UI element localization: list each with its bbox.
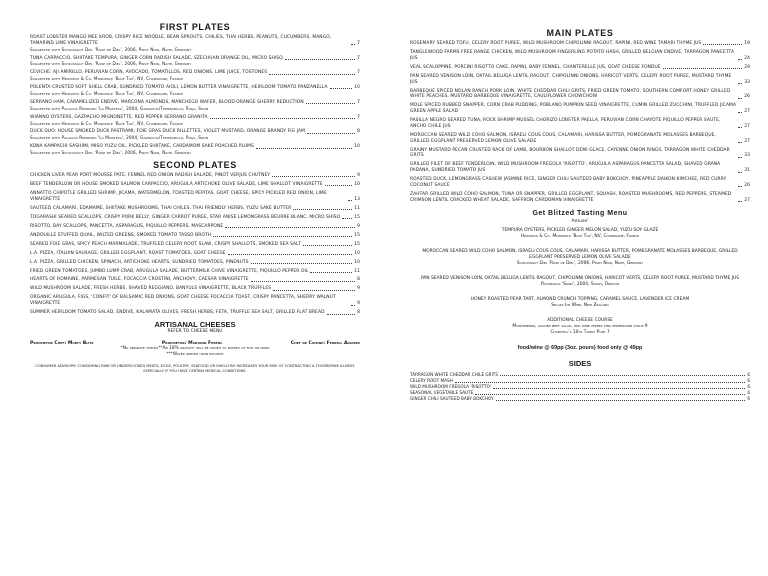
- menu-item-price: 9: [357, 301, 360, 307]
- menu-item: [30, 251, 360, 257]
- dot-leader: [738, 186, 742, 187]
- first-plates-list: [30, 35, 360, 156]
- course-dish: HONEY ROASTED PEAR TART, ALMOND CRUNCH TOPPING, CARAMEL SAUCE, LAVENDER ICE CREAM: [470, 296, 690, 302]
- menu-item-price: 7: [357, 114, 360, 120]
- dot-leader: [325, 185, 352, 186]
- left-column: [30, 22, 360, 374]
- amuse-label: Amuse': [571, 218, 589, 224]
- menu-item: [30, 191, 360, 203]
- tasting-price: food/wine @ 69pp (3oz. pours) food only @ 49pp: [517, 344, 643, 351]
- wine-suggestion: Suggested with Heidsieck & Co. Monopole 'Blue Top', NV, Champagne, France: [30, 76, 184, 82]
- menu-item: [410, 162, 750, 174]
- menu-item: [30, 242, 360, 248]
- side-name: GINGER CHILI SAUTEED BABY BOKCHOY: [410, 396, 494, 402]
- course-wine: Heidsieck & Co. Monopole 'Blue Top', NV, Champagne, France: [520, 233, 640, 239]
- menu-item-name: POLENTA CRUSTED SOFT SHELL CRAB, SUNDRIED TOMATO AIOLI, LEMON BUTTER VINAIGRETTE, HEIRLOOM TOMATO PANZANELLA: [30, 85, 328, 91]
- dot-leader: [493, 388, 745, 389]
- menu-item-price: 11: [354, 205, 360, 211]
- menu-item-line: [410, 65, 750, 71]
- menu-item-price: 26: [744, 183, 750, 189]
- menu-item: [30, 277, 360, 283]
- side-item: [410, 396, 750, 402]
- menu-item-name: PASILLA NEGRO SEARED TUNA, ROCK SHRIMP MUSSEL CHORIZO LOBSTER PAELLA, PERUVIAN CORN CHAYOTE PIQUILLO PEPPER SAUTE, ANCHO CHILE JUS: [410, 118, 721, 129]
- menu-item-price: 15: [354, 232, 360, 238]
- main-plates-title: MAIN PLATES: [546, 28, 614, 38]
- menu-item-name: L.A. PIZZA, ITALIAN SAUSAGE, GRILLED EGGPLANT, ROAST TOMATOES, GOAT CHEESE: [30, 250, 226, 256]
- menu-item-price: 8: [357, 310, 360, 316]
- menu-item-name: WILD MUSHROOM SALADE, FRESH HERBS, SHAVED REGGIANO, BANYULS VINAIGRETTE, BLACK TRUFFLES: [30, 286, 272, 292]
- menu-item: [410, 118, 750, 130]
- menu-item-name: SAUTEED CALAMARI, EDAMAME, SHIITAKE MUSHROOMS, THAI CHILES, THAI FRIENDLY HERBS, YUZU SAKE BUTTER: [30, 205, 292, 211]
- menu-item: [410, 89, 750, 101]
- menu-item-price: 13: [354, 196, 360, 202]
- menu-item-name: GRILLED FILET OF BEEF TENDERLOIN, WILD MUSHROOM FREGOLA 'RISOTTO', ARUGULA ASPARAGUS PANCETTA SALAD, SHAVED GRANA PADANA, SUNDRIED TOMATO JUS: [410, 162, 721, 174]
- menu-item: [30, 35, 360, 52]
- menu-item-price: 10: [354, 144, 360, 150]
- main-plates-list: [410, 41, 750, 204]
- menu-item-name: WIANNO OYSTERS, GAZPACHO MIGNONETTE, RED PEPPER SERRANO GRANITA: [30, 114, 208, 120]
- dot-leader: [307, 133, 355, 134]
- dot-leader: [738, 59, 742, 60]
- dot-leader: [327, 314, 355, 315]
- menu-item-name: DUCK DUO: HOUSE SMOKED DUCK PASTRAMI; FOIE GRAS DUCK RILLETTES, VIOLET MUSTARD, ORANGE BRANDY FIG JAM: [30, 129, 305, 135]
- menu-item-name: CEVICHE: AJI AMIRILLO, PERUVIAN CORN, AVOCADO, TOMATILLOS, RED ONIONS, LIME JUICE, TOSTONES: [30, 70, 268, 76]
- menu-item-line: [410, 74, 750, 86]
- wine-suggestion: Suggested with Palacios Remondo 'La Montesa', 2004, Garnacha/Tempranillo, Rioja, Spain: [30, 105, 209, 111]
- tasting-course: [410, 249, 750, 267]
- menu-item: [410, 41, 750, 47]
- side-name: TARRAGON WHITE CHEDDAR CHILE GRITS: [410, 371, 499, 377]
- menu-item: [410, 74, 750, 86]
- menu-item-line: [30, 191, 360, 203]
- dot-leader: [738, 127, 742, 128]
- menu-item-price: 15: [354, 214, 360, 220]
- menu-item-name: TANGLEWOOD FARMS FREE RANGE CHICKEN, WILD MUSHROOM FINGERLING POTATO HASH, GRILLED BELGIAN ENDIVE, TARRAGON PANCETTA JUS: [410, 49, 735, 61]
- dot-leader: [703, 44, 742, 45]
- proprietor-chef: Proprietor Chef: Marty Blitz: [30, 341, 94, 347]
- menu-item-price: 27: [744, 197, 750, 203]
- menu-item-price: 33: [744, 153, 750, 159]
- menu-item-name: BARBEQUE SPICED NOLAN RANCH PORK LOIN, WHITE CHEDDAR CHILI GRITS, FRIED GREEN TOMATO, SOUTHERN COMFORT HONEY GRILLED WHITE PEACHES, MUSTARD BARBEQUE VINAIGRETTE, CAULIFLOWER CHOWCHOW: [410, 88, 731, 100]
- menu-item-line: [30, 224, 360, 230]
- menu-item: [410, 65, 750, 71]
- course-dish: ADDITIONAL CHEESE COURSE: [547, 317, 613, 323]
- dot-leader: [738, 98, 742, 99]
- dot-leader: [738, 83, 742, 84]
- dot-leader: [738, 142, 742, 143]
- menu-item: [30, 295, 360, 307]
- menu-item-price: 10: [354, 259, 360, 265]
- menu-item: [30, 286, 360, 292]
- menu-item-line: [410, 162, 750, 174]
- menu-item-price: 26: [744, 94, 750, 100]
- menu-item-line: [30, 286, 360, 292]
- menu-item: [30, 215, 360, 221]
- menu-item-name: L.A. PIZZA, GRILLED CHICKEN, SPINACH, ARTICHOKE HEARTS, SUNDRIED TOMATOES, PINENUTS: [30, 259, 249, 265]
- menu-item-price: 27: [744, 109, 750, 115]
- menu-item-price: 8: [357, 129, 360, 135]
- dot-leader: [738, 201, 742, 202]
- menu-item-price: 19: [744, 41, 750, 46]
- menu-item-line: [410, 50, 750, 62]
- menu-item-name: PAN SEARED VENISON LOIN, OXTAIL BELUGA LENTIL RAGOUT, CHIPOLINNI ONIONS, HARICOT VERTS, CELERY ROOT PUREE, MUSTARD THYME JUS: [410, 73, 732, 85]
- menu-item-line: [410, 103, 750, 115]
- menu-item: [30, 70, 360, 82]
- side-name: CELERY ROOT MASH: [410, 377, 453, 383]
- menu-item-price: 11: [354, 268, 360, 274]
- side-price: 6: [747, 396, 750, 402]
- side-price: 6: [747, 377, 750, 383]
- course-wine: Selaks Ice Wine, New Zealand: [551, 302, 609, 308]
- menu-item-price: 7: [357, 40, 360, 46]
- consumer-advisory: CONSUMER ADVISORY: CONSUMING RAW OR UNDERCOOKED MEATS, EGGS, POULTRY, SEAFOOD OR SHELLFISH INCREASES YOUR RISK OF CONTRACTING A FOODBORNE ILLNESS ESPECIALLY IF YOU HAVE CERTAIN MEDICAL CONDITIONS.: [35, 364, 355, 374]
- menu-item-line: [30, 242, 360, 248]
- menu-item-price: 27: [744, 123, 750, 129]
- artisanal-cheeses-title: ARTISANAL CHEESES: [154, 320, 236, 330]
- course-dish: PAN SEARED VENISON LOIN, OXTAIL BELUGA LENTIL RAGOUT, CHIPOLINNI ONIONS, HARICOT VERTS, CELERY ROOT PUREE, MUSTARD THYME JUS: [420, 275, 740, 281]
- dot-leader: [293, 209, 352, 210]
- wine-suggestion: Suggested with Schlossgut Diel 'Rose de Diel', 2006, Pinot Noir, Nahe, Germany: [30, 46, 192, 52]
- menu-item-name: TOGARASHI SEARED SCALLOPS, CRISPY PORK BELLY, GINGER CARROT PUREE, STAR ANISE LEMONGRASS BEURRE BLANC, MICRO SHISO: [30, 214, 341, 220]
- dot-leader: [225, 227, 355, 228]
- wine-suggestion: Suggested with Heidsieck & Co. Monopole 'Blue Top', NV, Champagne, France: [30, 90, 184, 96]
- proprietor: Proprietor: Maryann Ferenc: [161, 341, 223, 347]
- menu-item: [30, 100, 360, 112]
- menu-item: [30, 144, 360, 156]
- menu-item: [30, 224, 360, 230]
- menu-item-name: FRIED GREEN TOMATOES, JUMBO LUMP CRAB, ARUGULA SALADE, BUTTERMILK CHIVE VINAIGRETTE, PIQUILLO PEPPER OIL: [30, 268, 309, 274]
- tasting-menu-title: Get Blitzed Tasting Menu: [532, 209, 628, 217]
- menu-item: [410, 148, 750, 160]
- side-price: 6: [747, 384, 750, 389]
- dot-leader: [738, 112, 742, 113]
- menu-item: [30, 182, 360, 188]
- dot-leader: [272, 176, 355, 177]
- menu-item: [410, 103, 750, 115]
- tasting-course: [410, 297, 750, 309]
- first-plates-title: FIRST PLATES: [159, 22, 231, 32]
- menu-item-price: 27: [744, 138, 750, 144]
- menu-item-price: 31: [744, 168, 750, 174]
- menu-item-name: MOLE SPICED RUBBED SNAPPER, CORN CRAB PUDDING, POBLANO PUMPKIN SEED VINAIGRETTE, CUMIN GRILLED ZUCCHINI, TRUFFLED JICAMA GREEN APPLE SALAD: [410, 103, 737, 115]
- menu-item-name: TUNA CARPACCIO, SHIITAKE TEMPURA, GINGER CORN RADISH SALADE, SZECHUAN ORANGE OIL, MICRO SHISO: [30, 55, 283, 61]
- dot-leader: [342, 218, 352, 219]
- sides-list: [410, 372, 750, 403]
- course-dish: MOROCCAN SEARED WILD COHO SALMON, ISRAELI COUS COUS, CALAMARI, HARISSA BUTTER, POMEGRANATE MOLASSES BARBEQUE, GRILLED EGGPLANT PRESERVED LEMON OLIVE SALADE: [422, 248, 738, 260]
- menu-item-line: [30, 233, 360, 239]
- side-name: WILD MUSHROOM FREGOLA 'RISOTTO': [410, 384, 492, 389]
- menu-item-price: 10: [354, 181, 360, 187]
- menu-item-line: [30, 269, 360, 275]
- sides-title: SIDES: [568, 358, 592, 368]
- menu-item-line: [30, 35, 360, 47]
- tasting-course: [410, 276, 750, 288]
- second-plates-title: SECOND PLATES: [153, 159, 237, 170]
- artisanal-subtitle: REFER TO CHEESE MENU: [167, 329, 223, 335]
- menu-item-name: RISOTTO, BAY SCALLOPS, PANCETTA, ASPARAGUS, PIQUILLO PEPPERS, MASCARPONE: [30, 223, 224, 229]
- side-price: 6: [747, 371, 750, 377]
- menu-item-name: HEARTS OF ROMAINE, PARMESAN TUILE, FOCACCIA CROSTINI, ANCHOVY, CAESAR VINAIGRETTE: [30, 277, 249, 283]
- course-wine: Montenebro, golden beet salad, red wine pepper pink peppercorn syrup 9: [512, 323, 648, 329]
- dot-leader: [213, 236, 352, 237]
- menu-item-price: 7: [357, 99, 360, 105]
- menu-item-line: [30, 251, 360, 257]
- gratuity-note: *No separate checks**An 18% gratuity will be added to parties of five or more: [120, 346, 270, 352]
- menu-item-name: SERRANO HAM, CARAMELIZED ENDIVE, MARCONA ALMONDS, MANCHEGO WAFER, BLOOD ORANGE SHERRY REDUCTION: [30, 99, 304, 105]
- dot-leader: [228, 254, 352, 255]
- dot-leader: [500, 375, 745, 376]
- menu-item-name: ROASTED DUCK, LEMONGRASS CASHEW JASMINE RICE, GINGER CHILI SAUTEED BABY BOKCHOY, PINEAPPLE DAIKON KIMCHEE, RED CURRY COCONUT SAUCE: [410, 177, 727, 189]
- menu-item-name: BEEF TENDERLOIN OR HOUSE SMOKED SALMON CARPACCIO, ARUGULA ARTICHOKE OLIVE SALADE, LIME SHALLOT VINAIGRETTE: [30, 181, 323, 187]
- wine-suggestion: Suggested with Schlossgut Diel 'Rose de Diel', 2006, Pinot Noir, Nahe, Germany: [30, 150, 192, 156]
- dot-leader: [273, 290, 355, 291]
- dot-leader: [256, 148, 352, 149]
- dot-leader: [475, 394, 745, 395]
- menu-item-name: ORGANIC ARUGULA, FIGS, 'CONFIT' OF BALSAMIC RED ONIONS, GOAT CHEESE FOCACCIA TOAST, CRISPY PANCETTA, SHERRY WALNUT VINAIGRETTE: [30, 295, 336, 307]
- dot-leader: [303, 245, 352, 246]
- chef-de-cuisine: Chef de Cuisine: Ferrell Alvarez: [290, 341, 360, 347]
- menu-item-name: SEARED FOIE GRAS, SPICY PEACH MARMALADE, TRUFFLED CELERY ROOT SLAW, CRISPY SHALLOTS, SMOKED SEA SALT: [30, 241, 301, 247]
- menu-item: [30, 260, 360, 266]
- menu-item: [30, 129, 360, 141]
- menu-item-line: [30, 295, 360, 307]
- dot-leader: [330, 88, 353, 89]
- right-column: [410, 28, 750, 403]
- menu-item-name: GRAINY MUSTARD PECAN CRUSTED RACK OF LAMB, BOURBON SHALLOT DEMI GLACE, CAYENNE ONION RINGS, TARRAGON WHITE CHEDDAR GRITS: [410, 147, 730, 159]
- dot-leader: [285, 59, 355, 60]
- menu-item: [410, 50, 750, 62]
- menu-item-name: ANDOUILLE STUFFED QUAIL, WILTED GREENS, SMOKED TOMATO TASSO BROTH: [30, 232, 212, 238]
- menu-item: [30, 85, 360, 97]
- menu-item-name: SUMMER HEIRLOOM TOMATO SALAD, ENDIVE, KALAMATA OLIVES, FRESH HERBS, FETA, TRUFFLE SEA SALT, GRILLED FLAT BREAD: [30, 310, 325, 316]
- course-wine: Rockblock 'Sono', 2004, Syrah, Oregon: [541, 281, 619, 287]
- second-plates-list: [30, 173, 360, 316]
- dot-leader: [251, 263, 353, 264]
- tasting-courses: [410, 228, 750, 336]
- side-name: SEASONAL VEGETABLE SAUTE: [410, 390, 474, 396]
- menu-item-price: 9: [357, 223, 360, 229]
- menu-item-line: [410, 89, 750, 101]
- dot-leader: [455, 382, 746, 383]
- menu-item-price: 24: [744, 55, 750, 61]
- menu-item-price: 9: [357, 286, 360, 292]
- menu-item-price: 10: [354, 85, 360, 91]
- menu-item-name: MOROCCAN SEARED WILD COHO SALMON, ISRAELI COUS COUS, CALAMARI, HARISSA BUTTER, POMEGRANATE MOLASSES BARBEQUE, GRILLED EGGPLANT PRESERVED LEMON OLIVE SALADE: [410, 132, 717, 144]
- menu-item-price: 7: [357, 70, 360, 76]
- menu-item-name: CHICKEN LIVER PEAR PORT MOUSSE PATE, FENNEL RED ONION RADISH SALADE, PINOT VERJUS CHUTNEY: [30, 172, 271, 178]
- tasting-course: [410, 318, 750, 336]
- menu-item: [30, 206, 360, 212]
- water-note: ***Water served upon request: [166, 352, 224, 358]
- menu-item: [30, 310, 360, 316]
- dot-leader: [310, 272, 352, 273]
- dot-leader: [351, 305, 355, 306]
- dot-leader: [306, 103, 355, 104]
- dot-leader: [348, 200, 352, 201]
- menu-item-name: ZAHTAR GRILLED WILD COHO SALMON, TUNA OR SNAPPER, GRILLED EGGPLANT, SQUASH, ROASTED MUSHROOMS, RED PEPPERS, STEAMED CRIMSON LENTIL CRACKED WHEAT SALADE, SAFFRON CARDOMAN VINAIGRETTE: [410, 192, 732, 203]
- menu-item-price: 10: [354, 250, 360, 256]
- menu-item-price: 33: [744, 79, 750, 85]
- menu-item-name: ANNATTO CHIPOTLE GRILLED SHRIMP, JICAMA, WATERMELON, TOASTED PEPITAS, GOAT CHEESE, SPICY PICKLED RED ONION, LIME VINAIGRETTE: [30, 190, 327, 202]
- dot-leader: [663, 68, 742, 69]
- menu-item-line: [410, 41, 750, 47]
- wine-suggestion: Suggested with Palacios Remondo 'La Montesa', 2004, Garnacha/Tempranillo, Rioja, Spain: [30, 135, 209, 141]
- course-wine: Schlossgut Diel 'Rose de Diel', 2006, Pinot Noir, Nahe, Germany: [516, 260, 644, 266]
- menu-item-line: [410, 177, 750, 189]
- menu-item-line: [410, 118, 750, 130]
- menu-item-name: ROAST LOBSTER MANGO MEE KROB, CRISPY RICE NOODLE, BEAN SPROUTS, CHILIES, THAI HERBS, PEANUTS, CUCUMBERS, MANGO, TAMARIND LIME VINAIGRETTE: [30, 35, 332, 46]
- menu-item-price: 9: [357, 172, 360, 178]
- wine-suggestion: Suggested with Heidsieck & Co. Monopole 'Blue Top', NV, Champagne, France: [30, 120, 184, 126]
- dot-leader: [496, 400, 746, 401]
- menu-item: [30, 173, 360, 179]
- menu-item: [30, 56, 360, 68]
- course-dish: TEMPURA OYSTERS, PICKLED GINGER MELON SALAD, YUZU SOY GLAZE: [501, 227, 659, 233]
- side-price: 6: [747, 390, 750, 396]
- menu-item: [410, 133, 750, 145]
- menu-item-line: [30, 277, 360, 283]
- menu-item-line: [30, 215, 360, 221]
- menu-item-line: [410, 133, 750, 145]
- dot-leader: [269, 74, 355, 75]
- menu-item-line: [30, 206, 360, 212]
- dot-leader: [351, 44, 355, 45]
- dot-leader: [251, 281, 355, 282]
- tasting-course: [410, 228, 750, 240]
- menu-item: [30, 115, 360, 127]
- menu-item-line: [30, 310, 360, 316]
- dot-leader: [738, 157, 742, 158]
- menu-item-name: VEAL SCALOPPINE, PORCINI RISOTTO CAKE, RAPINI, BABY FENNEL, CHANTERELLE JUS, GOAT CHEESE FONDUE: [410, 64, 661, 70]
- menu-item-price: 29: [744, 64, 750, 70]
- menu-item: [30, 269, 360, 275]
- menu-item-price: 7: [357, 55, 360, 61]
- menu-item-price: 15: [354, 241, 360, 247]
- menu-item: [30, 233, 360, 239]
- course-wine-2: Churchill's 10yr Tawny Port 7: [550, 329, 610, 335]
- dot-leader: [210, 118, 356, 119]
- menu-item-line: [30, 182, 360, 188]
- dot-leader: [738, 172, 742, 173]
- menu-item-price: 8: [357, 277, 360, 283]
- menu-item-line: [30, 173, 360, 179]
- menu-item: [410, 192, 750, 204]
- menu-item-line: [410, 192, 750, 204]
- menu-item: [410, 177, 750, 189]
- menu-item-line: [30, 260, 360, 266]
- wine-suggestion: Suggested with Schlossgut Diel 'Rose de Diel', 2006, Pinot Noir, Nahe, Germany: [30, 61, 192, 67]
- menu-item-name: ROSEMARY SEARED TOFU, CELERY ROOT PUREE, WILD MUSHROOM CHIPOLINNI RAGOUT, RAPINI, RED WINE TAMARI THYME JUS: [410, 41, 702, 46]
- menu-item-name: KONA KAMPACHI SASHIMI, MISO YUZU OIL, PICKLED SHIITAKE, CARDAMOM SAKE POACHED PLUMS: [30, 144, 254, 150]
- menu-item-line: [410, 148, 750, 160]
